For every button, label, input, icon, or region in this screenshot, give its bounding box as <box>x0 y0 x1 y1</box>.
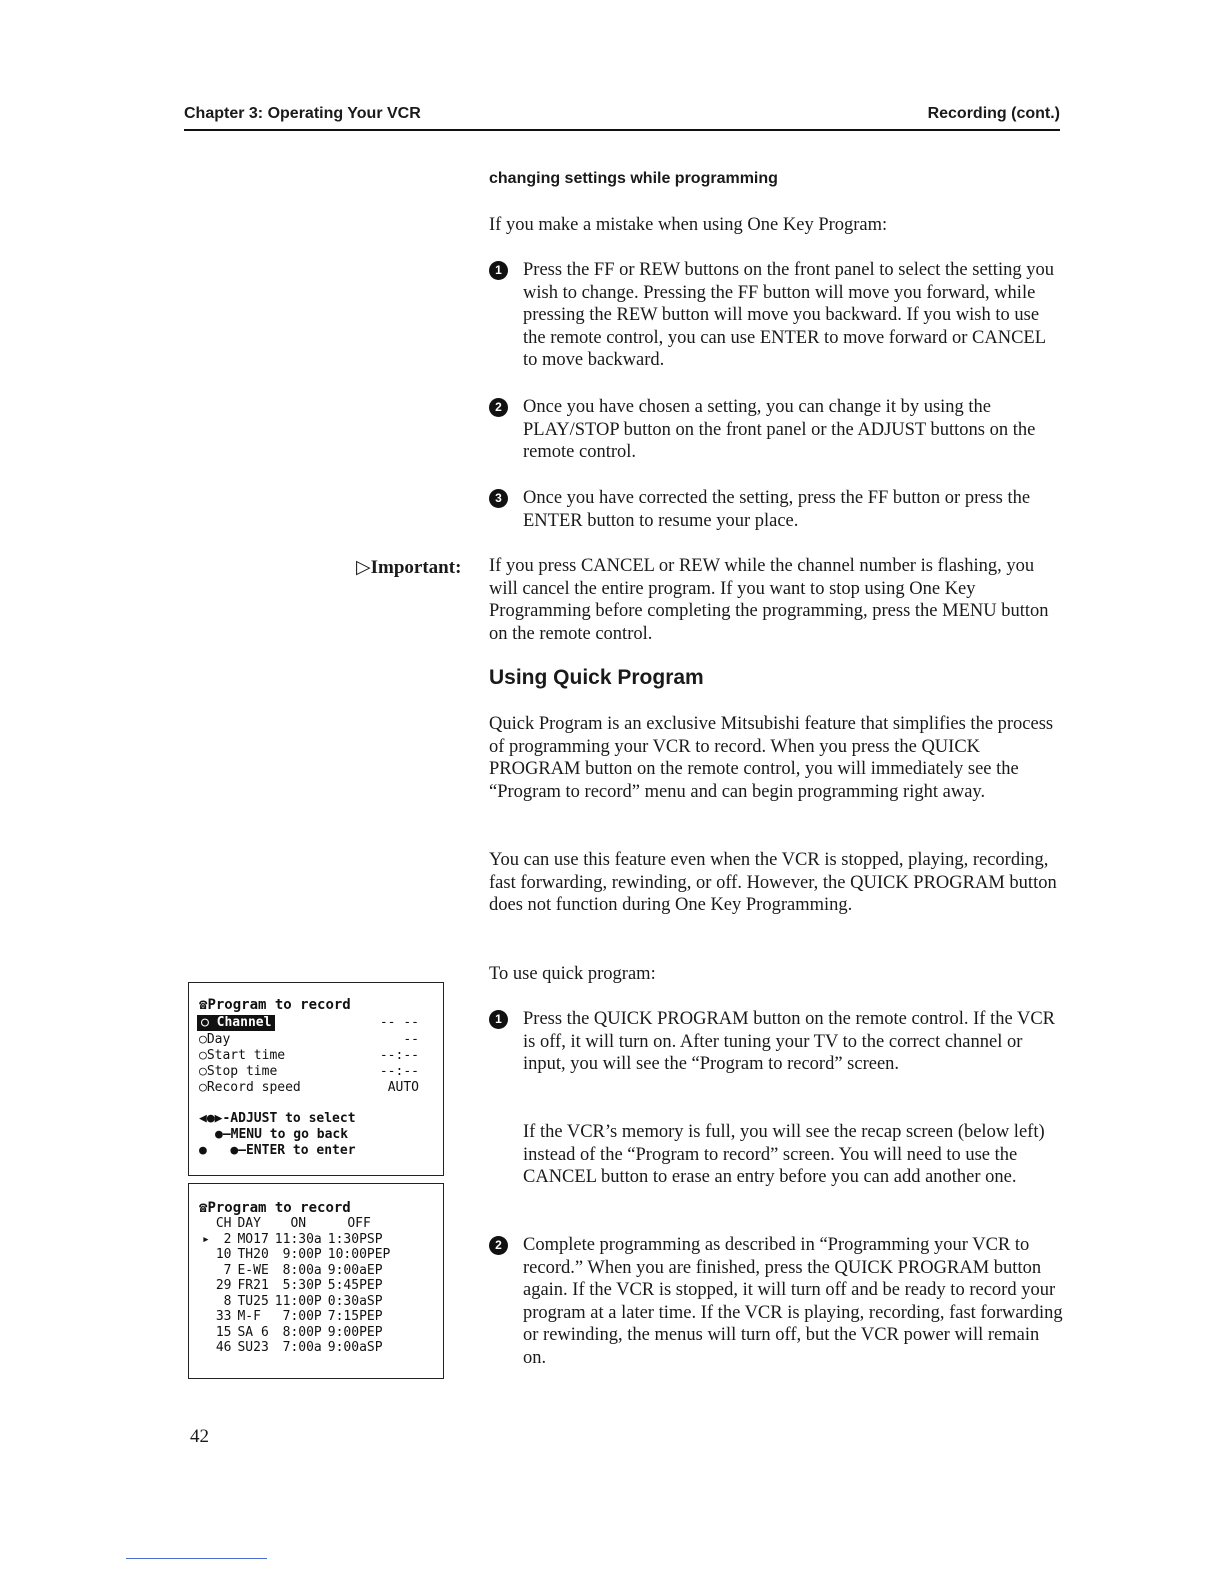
program-icon: ☎ <box>199 1200 208 1216</box>
table-row: 15 SA 6 8:00P 9:00PEP <box>215 1324 383 1340</box>
table-row: 10 TH20 9:00P 10:00PEP <box>215 1247 391 1262</box>
subheading-changing-settings: changing settings while programming <box>489 170 778 187</box>
step-number-icon: 1 <box>489 1010 508 1029</box>
day-value: -- <box>403 1032 419 1047</box>
stop-time-value: --:-- <box>379 1064 419 1079</box>
step-number-icon: 3 <box>489 489 508 508</box>
quick-program-paragraph-3: To use quick program: <box>489 964 656 984</box>
column-header: DAY <box>237 1216 261 1231</box>
screen-title: ☎Program to record <box>199 997 351 1013</box>
triangle-icon: ▷ <box>356 557 371 578</box>
step-number-icon: 2 <box>489 1236 508 1255</box>
channel-value: -- -- <box>379 1015 419 1030</box>
button-icon: ● <box>215 1127 223 1142</box>
recap-screen <box>188 1183 444 1379</box>
step-number-icon: 1 <box>489 261 508 280</box>
intro-paragraph: If you make a mistake when using One Key Program: <box>489 215 888 235</box>
button-icon: ● <box>199 1143 207 1158</box>
footer-divider <box>126 1558 267 1559</box>
table-row: 7 E-WE 8:00a 9:00aEP <box>223 1262 383 1278</box>
table-row: 29 FR21 5:30P 5:45PEP <box>215 1278 383 1293</box>
screen-title: ☎Program to record <box>199 1200 351 1216</box>
circle-icon: ○ <box>199 1032 207 1047</box>
qp-step-1-note: If the VCR’s memory is full, you will see the recap screen (below left) instead of the “Program to record” screen. You will need to use the CANCEL button to erase an entry before you can add another one. <box>523 1122 1045 1187</box>
column-header: CH <box>215 1216 232 1231</box>
start-time-value: --:-- <box>379 1048 419 1063</box>
menu-item-start-time: ○Start time <box>199 1048 286 1063</box>
step-text: Complete programming as described in “Programming your VCR to record.” When you are finished, press the QUICK PROGRAM button again. If the VCR is stopped, it will turn off and be ready to record your program at a later time. If the VCR is playing, recording, fast forwarding or rewinding, the menus will turn off, but the VCR power will remain on. <box>523 1235 1063 1368</box>
step-text: Press the FF or REW buttons on the front panel to select the setting you wish to change. Pressing the FF button will move you forward, while pressing the REW button will move you backward. If you wish to use the remote control, you can use ENTER to move forward or CANCEL to move backward. <box>523 260 1054 370</box>
step-text: Once you have corrected the setting, press the FF button or press the ENTER button to resume your place. <box>523 488 1031 531</box>
record-speed-value: AUTO <box>387 1080 419 1095</box>
footer-adjust: ◀●▶-ADJUST to select <box>199 1111 356 1126</box>
menu-item-record-speed: ○Record speed <box>199 1080 301 1095</box>
cursor-icon: ▸ <box>202 1231 210 1247</box>
table-row: 33 M-F 7:00P 7:15PEP <box>215 1309 383 1324</box>
table-row: ▸ 2 MO17 11:30a 1:30PSP <box>199 1232 393 1248</box>
step-text: Press the QUICK PROGRAM button on the remote control. If the VCR is off, it will turn on. After tuning your TV to the correct channel or input, you will see the “Program to record” screen. <box>523 1009 1056 1074</box>
chapter-title: Chapter 3: Operating Your VCR <box>184 105 421 122</box>
circle-icon: ○ <box>199 1080 207 1095</box>
menu-item-day: ○Day <box>199 1032 231 1047</box>
column-header: ON <box>290 1216 307 1231</box>
circle-icon: ○ <box>199 1048 207 1063</box>
important-paragraph: If you press CANCEL or REW while the channel number is flashing, you will cancel the entire program. If you want to stop using One Key Programming before completing the programming, press the MENU button on the remote control. <box>489 556 1049 644</box>
quick-program-paragraph-2: You can use this feature even when the VCR is stopped, playing, recording, fast forwarding, rewinding, or off. However, the QUICK PROGRAM button does not function during One Key Programming. <box>489 850 1057 915</box>
heading-using-quick-program: Using Quick Program <box>489 666 704 689</box>
circle-icon: ○ <box>199 1064 207 1079</box>
step-text: Once you have chosen a setting, you can change it by using the PLAY/STOP button on the front panel or the ADJUST buttons on the remote control. <box>523 397 1036 462</box>
adjust-arrows-icon: ◀●▶ <box>199 1111 223 1126</box>
button-icon: ● <box>230 1143 239 1158</box>
program-icon: ☎ <box>199 997 208 1013</box>
step-number-icon: 2 <box>489 398 508 417</box>
footer-menu: ●—MENU to go back <box>215 1127 349 1142</box>
table-row: 46 SU23 7:00a 9:00aSP <box>215 1340 383 1355</box>
table-row: 8 TU25 11:00P 0:30aSP <box>223 1293 383 1309</box>
page-number: 42 <box>190 1426 209 1447</box>
menu-item-channel-selected: ○ Channel <box>197 1015 275 1031</box>
footer-enter: ● ●—ENTER to enter <box>199 1143 356 1158</box>
recap-table <box>199 1216 393 1356</box>
table-header-row <box>199 1216 393 1232</box>
column-header: OFF <box>347 1216 371 1231</box>
program-to-record-screen <box>188 982 444 1176</box>
circle-icon: ○ <box>201 1015 209 1030</box>
page-header <box>184 103 1060 131</box>
quick-program-paragraph-1: Quick Program is an exclusive Mitsubishi feature that simplifies the process of programming your VCR to record. When you press the QUICK PROGRAM button on the remote control, you will immediately see the “Program to record” menu and can begin programming right away. <box>489 714 1054 802</box>
menu-item-stop-time: ○Stop time <box>199 1064 278 1079</box>
section-title: Recording (cont.) <box>927 105 1060 122</box>
important-label: ▷Important: <box>356 557 462 578</box>
